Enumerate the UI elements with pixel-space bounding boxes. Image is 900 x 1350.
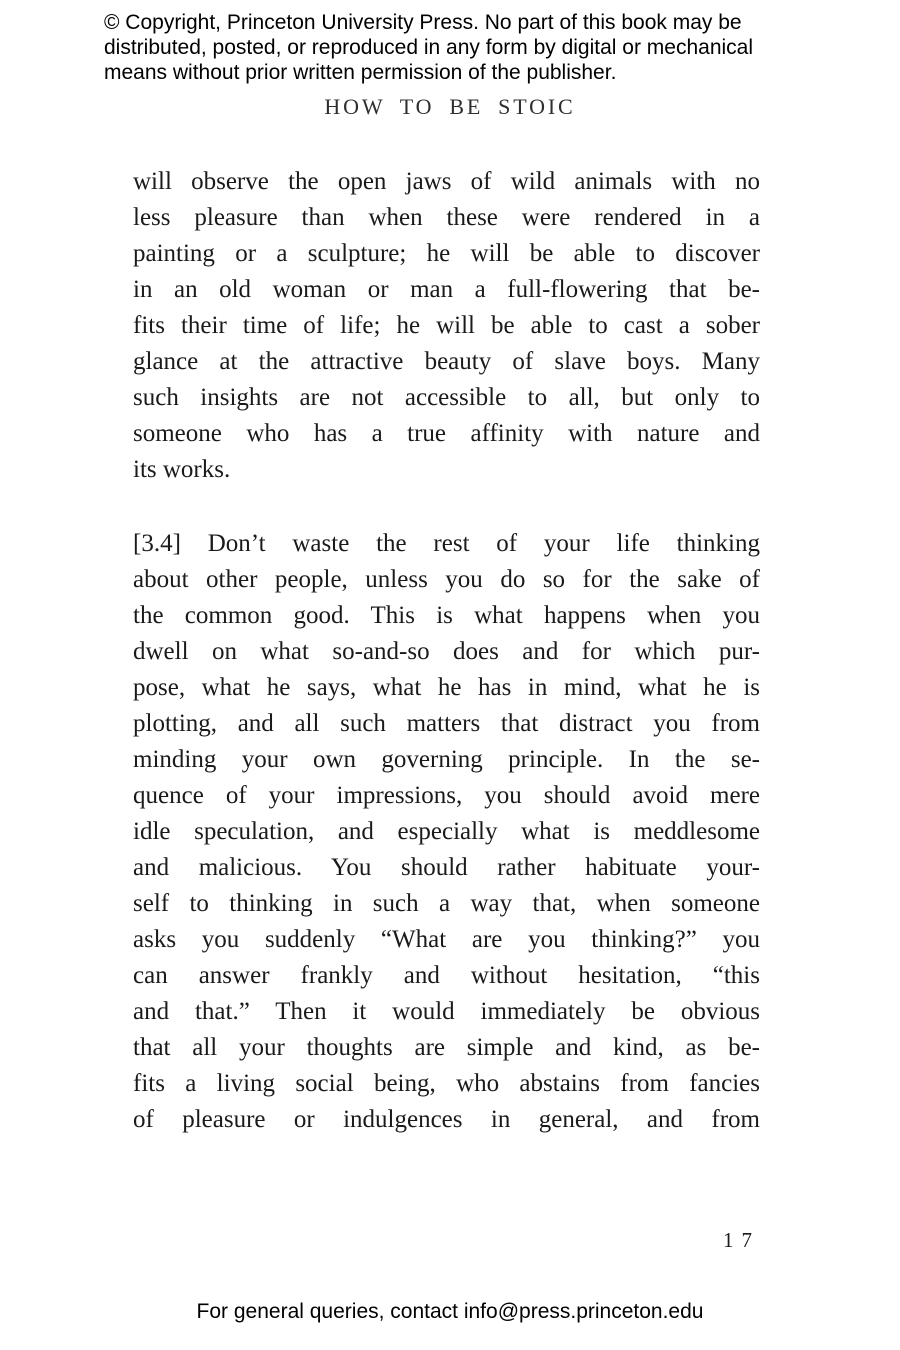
running-head: HOW TO BE STOIC: [324, 94, 576, 119]
copyright-line: © Copyright, Princeton University Press. No part of this book may be: [104, 11, 742, 34]
page-number: 17: [723, 1228, 760, 1252]
text-line: quence of your impressions, you should avoid mere: [133, 782, 760, 809]
text-line: can answer frankly and without hesitation, “this: [133, 962, 760, 989]
copyright-line: means without prior written permission of the publisher.: [104, 61, 617, 84]
text-line: pose, what he says, what he has in mind, what he is: [133, 674, 760, 701]
text-line: such insights are not accessible to all, but only to: [133, 384, 760, 411]
text-line: plotting, and all such matters that distract you from: [133, 710, 760, 737]
text-line: self to thinking in such a way that, when someone: [133, 890, 760, 917]
paragraph-1: [133, 164, 760, 488]
text-line: will observe the open jaws of wild animals with no: [133, 168, 760, 195]
text-line: of pleasure or indulgences in general, and from: [133, 1106, 760, 1133]
text-line: and that.” Then it would immediately be obvious: [133, 998, 760, 1025]
text-line: someone who has a true affinity with nature and: [133, 420, 760, 447]
text-line: dwell on what so-and-so does and for which pur-: [133, 638, 760, 665]
text-line: in an old woman or man a full-flowering that be-: [133, 276, 760, 303]
text-line: and malicious. You should rather habituate your-: [133, 854, 760, 881]
text-line: that all your thoughts are simple and kind, as be-: [133, 1034, 760, 1061]
text-line: less pleasure than when these were rendered in a: [133, 204, 760, 231]
copyright-notice: [104, 10, 804, 85]
text-line: idle speculation, and especially what is meddlesome: [133, 818, 760, 845]
body-text: [133, 164, 760, 1138]
text-line: glance at the attractive beauty of slave boys. Many: [133, 348, 760, 375]
paragraph-2: [133, 526, 760, 1138]
text-line: the common good. This is what happens when you: [133, 602, 760, 629]
text-line: fits their time of life; he will be able to cast a sober: [133, 312, 760, 339]
text-line: asks you suddenly “What are you thinking?” you: [133, 926, 760, 953]
text-line: its works.: [133, 456, 231, 483]
footer-contact-note: For general queries, contact info@press.princeton.edu: [196, 1300, 704, 1323]
text-line: [3.4] Don’t waste the rest of your life thinking: [133, 530, 760, 557]
text-line: fits a living social being, who abstains from fancies: [133, 1070, 760, 1097]
copyright-line: distributed, posted, or reproduced in any form by digital or mechanical: [104, 36, 754, 59]
text-line: about other people, unless you do so for the sake of: [133, 566, 760, 593]
text-line: painting or a sculpture; he will be able to discover: [133, 240, 760, 267]
text-line: minding your own governing principle. In the se-: [133, 746, 760, 773]
